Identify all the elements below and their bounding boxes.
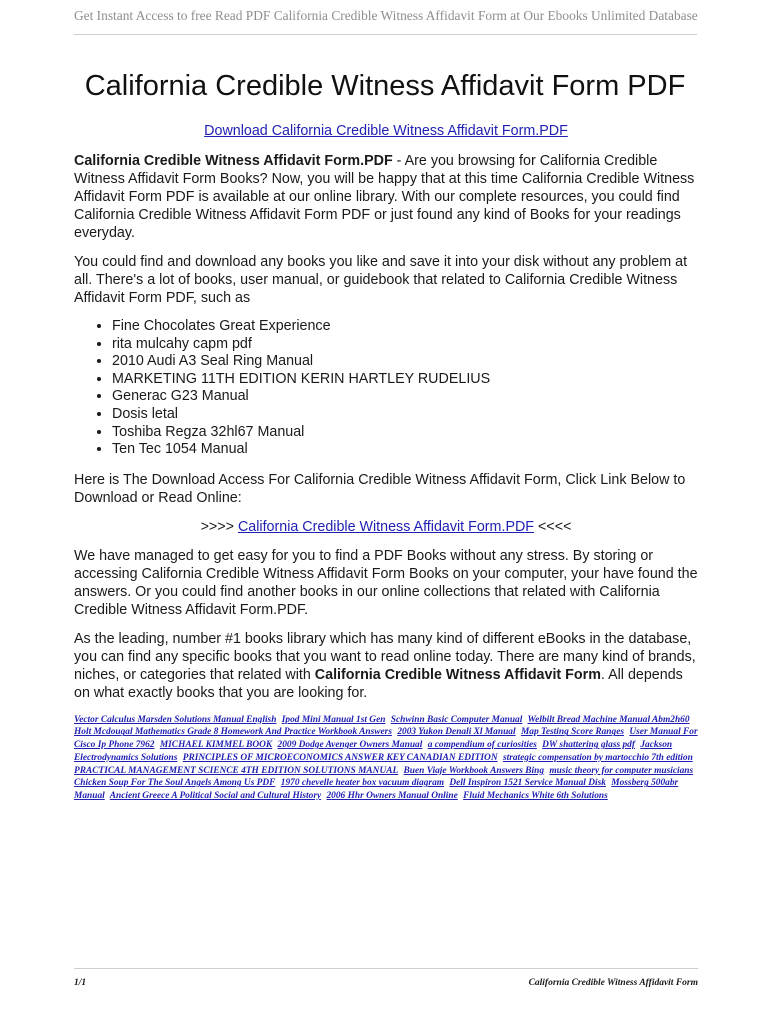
list-item: • Fine Chocolates Great Experience [112, 318, 698, 336]
access-suffix: <<<< [534, 518, 572, 535]
related-link[interactable]: User Manual For Cisco Ip Phone 7962 [74, 727, 698, 751]
access-prefix: >>>> [200, 518, 238, 535]
related-link[interactable]: Fluid Mechanics White 6th Solutions [463, 790, 608, 801]
related-link[interactable]: Dell Inspiron 1521 Service Manual Disk [449, 778, 606, 789]
download-link[interactable]: Download California Credible Witness Affidavit Form.PDF [204, 123, 568, 139]
related-link[interactable]: Map Testing Score Ranges [520, 727, 625, 738]
related-link[interactable]: Welbilt Bread Machine Manual Abm2h60 [527, 714, 690, 725]
library-paragraph [74, 630, 698, 702]
related-link[interactable]: Ancient Greece A Political Social and Cultural History [109, 790, 322, 801]
related-link[interactable]: Vector Calculus Marsden Solutions Manual English [74, 714, 277, 725]
access-link-line [74, 518, 698, 536]
related-link[interactable]: DW shattering glass pdf [542, 740, 635, 751]
related-link[interactable]: PRINCIPLES OF MICROECONOMICS ANSWER KEY CANADIAN EDITION [182, 752, 498, 763]
list-item: • MARKETING 11TH EDITION KERIN HARTLEY RUDELIUS [112, 371, 698, 389]
storage-paragraph: We have managed to get easy for you to find a PDF Books without any stress. By storing or accessing California Credible Witness Affidavit Form Books on your computer, your have found the answers. Or you could find another books in our online collections that related with California Credible Witness Affidavit Form.PDF. [74, 547, 698, 618]
header-banner: Get Instant Access to free Read PDF California Credible Witness Affidavit Form at Our Ebooks Unlimited Database [74, 8, 697, 35]
related-books-list [74, 318, 698, 459]
related-link[interactable]: strategic compensation by martocchio 7th edition [502, 752, 693, 763]
page-title: California Credible Witness Affidavit Form PDF [84, 70, 686, 102]
access-link[interactable]: California Credible Witness Affidavit Form.PDF [237, 518, 535, 535]
footer [74, 968, 698, 988]
footer-page-number: 1/1 [74, 978, 87, 988]
related-links [74, 714, 698, 803]
related-link[interactable]: music theory for computer musicians [549, 765, 694, 776]
list-item: • rita mulcahy capm pdf [112, 336, 698, 354]
related-link[interactable]: Chicken Soup For The Soul Angels Among Us PDF [74, 778, 276, 789]
related-link[interactable]: Mossberg 500abr Manual [74, 778, 679, 801]
related-link[interactable]: Buen Viaje Workbook Answers Bing [403, 765, 545, 776]
related-link[interactable]: Holt Mcdougal Mathematics Grade 8 Homework And Practice Workbook Answers [74, 727, 392, 738]
intro-bold: California Credible Witness Affidavit Form.PDF [74, 153, 393, 169]
list-item: • Dosis letal [112, 406, 698, 424]
download-link-wrapper [74, 122, 698, 140]
list-item: • Ten Tec 1054 Manual [112, 441, 698, 459]
related-link[interactable]: Ipod Mini Manual 1st Gen [281, 714, 386, 725]
related-link[interactable]: 2003 Yukon Denali Xl Manual [397, 727, 516, 738]
related-link[interactable]: PRACTICAL MANAGEMENT SCIENCE 4TH EDITION SOLUTIONS MANUAL [74, 765, 399, 776]
related-link[interactable]: Jackson Electrodynamics Solutions [74, 740, 673, 763]
related-intro-paragraph: You could find and download any books you like and save it into your disk without any problem at all. There's a lot of books, user manual, or guidebook that related to California Credible Witness Affidavit Form PDF, such as [74, 254, 688, 306]
library-text-post: . All depends on what exactly books that you are looking for. [74, 666, 683, 701]
library-text-pre: As the leading, number #1 books library which has many kind of different eBooks in the database, you can find any specific books that you want to read online today. There are many kind of brands, niches, or categories that related with [74, 630, 696, 683]
related-link[interactable]: 2009 Dodge Avenger Owners Manual [277, 740, 423, 751]
intro-text: - Are you browsing for California Credible Witness Affidavit Form Books? Now, you will be happy that at this time California Credible Witness Affidavit Form PDF is available at our online library. With our complete resources, you could find California Credible Witness Affidavit Form PDF or just found any kind of Books for your readings everyday. [74, 153, 695, 241]
related-link[interactable]: 1970 chevelle heater box vacuum diagram [280, 778, 445, 789]
list-item: • 2010 Audi A3 Seal Ring Manual [112, 353, 698, 371]
footer-document-title: California Credible Witness Affidavit Form [528, 978, 698, 988]
library-bold: California Credible Witness Affidavit Form [314, 666, 601, 683]
main-content [74, 122, 698, 803]
related-link[interactable]: Schwinn Basic Computer Manual [390, 714, 523, 725]
related-link[interactable]: 2006 Hhr Owners Manual Online [326, 790, 458, 801]
related-link[interactable]: a compendium of curiosities [427, 740, 537, 751]
list-item: • Generac G23 Manual [112, 388, 698, 406]
related-link[interactable]: MICHAEL KIMMEL BOOK [159, 740, 273, 751]
intro-paragraph [74, 152, 698, 242]
access-paragraph: Here is The Download Access For California Credible Witness Affidavit Form, Click Link Below to Download or Read Online: [74, 471, 686, 506]
list-item: • Toshiba Regza 32hl67 Manual [112, 424, 698, 442]
